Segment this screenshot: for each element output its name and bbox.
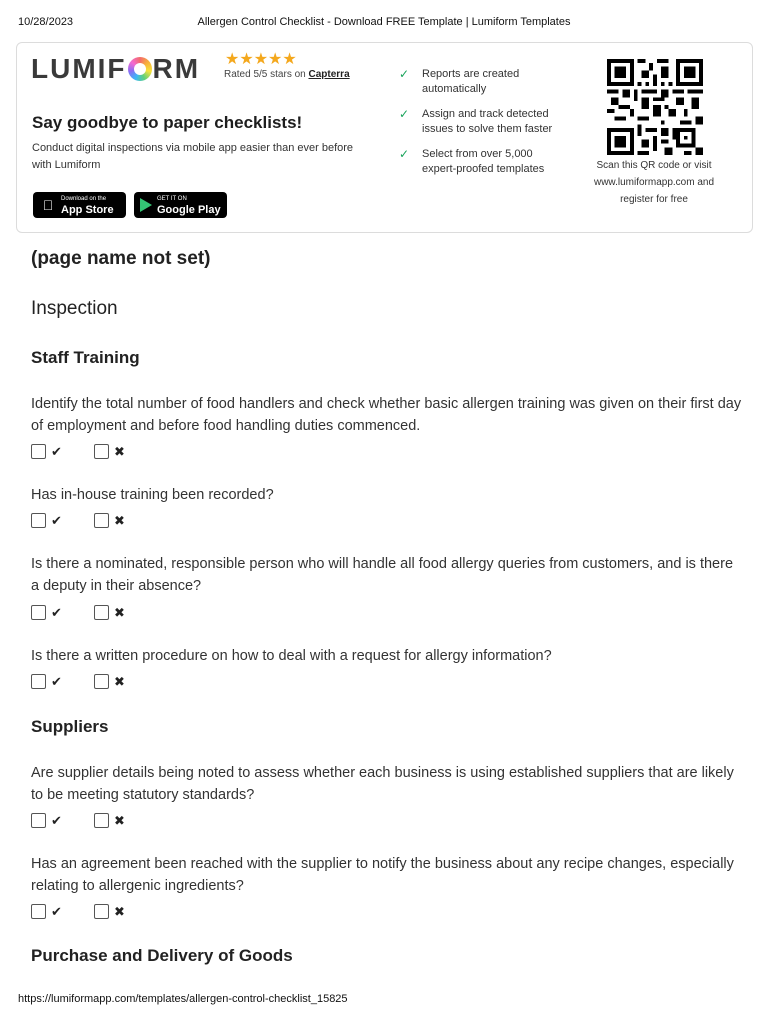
question-text: Is there a nominated, responsible person who will handle all food allergy queries from customers, and is there a deputy in their absence? [31,556,734,594]
google-play-button[interactable]: GET IT ON Google Play [134,192,227,218]
banner-subline: Conduct digital inspections via mobile app easier than ever before with Lumiform [32,142,354,171]
footer-url[interactable]: https://lumiformapp.com/templates/allergen-control-checklist_15825 [18,993,348,1005]
check-mark-icon: ✔ [51,813,62,828]
checkbox[interactable] [94,444,109,459]
lumiform-banner [16,42,753,233]
qr-caption: Scan this QR code or visit www.lumiformapp.com and register for free [593,160,715,205]
question-text: Is there a written procedure on how to deal with a request for allergy information? [31,648,552,664]
checkbox[interactable] [31,813,46,828]
checkbox[interactable] [94,674,109,689]
checkbox[interactable] [94,513,109,528]
banner-tagline: Say goodbye to paper checklists! [32,113,303,132]
capterra-link[interactable]: Capterra [308,69,350,80]
answer-yes[interactable] [31,674,62,689]
page-name: (page name not set) [31,248,211,269]
question-text: Identify the total number of food handlers and check whether basic allergen training was given on their first day of employment and before food handling duties commenced. [31,396,742,434]
check-mark-icon: ✔ [51,904,62,919]
section-title: Inspection [31,298,118,319]
feature-item: ✓ Assign and track detected issues to solve them faster [399,107,553,135]
group-title-staff-training: Staff Training [31,348,140,367]
checkbox[interactable] [94,904,109,919]
answer-yes[interactable] [31,605,62,620]
check-mark-icon: ✔ [51,444,62,459]
qr-code-icon[interactable] [605,59,705,155]
print-date: 10/28/2023 [18,16,74,28]
app-store-button[interactable]: Download on the App Store [33,192,126,218]
cross-mark-icon: ✖ [114,674,125,689]
answer-yes[interactable] [31,904,62,919]
answer-no[interactable] [94,813,125,828]
answer-no[interactable] [94,513,125,528]
feature-item: ✓ Select from over 5,000 expert-proofed templates [399,147,545,175]
check-mark-icon: ✔ [51,674,62,689]
question-text: Has an agreement been reached with the supplier to notify the business about any recipe changes, especially relating to allergenic ingredients? [31,856,734,894]
cross-mark-icon: ✖ [114,513,125,528]
checkbox[interactable] [31,674,46,689]
feature-item: ✓ Reports are created automatically [399,67,520,95]
print-header [0,16,768,30]
answer-yes[interactable] [31,513,62,528]
answer-no[interactable] [94,605,125,620]
check-icon: ✓ [399,147,410,161]
logo-ring-icon [128,57,152,81]
checkbox[interactable] [94,605,109,620]
lumiform-logo[interactable]: LUMIF RM [31,53,201,84]
rating-text: Rated 5/5 stars on Capterra [224,69,350,80]
check-mark-icon: ✔ [51,605,62,620]
cross-mark-icon: ✖ [114,605,125,620]
cross-mark-icon: ✖ [114,904,125,919]
checkbox[interactable] [31,904,46,919]
answer-no[interactable] [94,674,125,689]
answer-no[interactable] [94,904,125,919]
google-play-icon [140,198,152,212]
cross-mark-icon: ✖ [114,813,125,828]
checkbox[interactable] [31,513,46,528]
check-icon: ✓ [399,107,410,121]
checkbox[interactable] [94,813,109,828]
group-title-suppliers: Suppliers [31,717,109,736]
apple-icon [39,197,57,213]
question-text: Has in-house training been recorded? [31,487,274,503]
check-mark-icon: ✔ [51,513,62,528]
check-icon: ✓ [399,67,410,81]
answer-yes[interactable] [31,813,62,828]
group-title-purchase-delivery: Purchase and Delivery of Goods [31,946,293,965]
answer-no[interactable] [94,444,125,459]
cross-mark-icon: ✖ [114,444,125,459]
question-text: Are supplier details being noted to assess whether each business is using established suppliers that are likely to be meeting statutory standards? [31,765,734,803]
rating-stars-icon: ★★★★★ [225,51,297,68]
checkbox[interactable] [31,444,46,459]
feature-list [399,67,569,187]
checkbox[interactable] [31,605,46,620]
print-title: Allergen Control Checklist - Download FREE Template | Lumiform Templates [197,16,571,28]
answer-yes[interactable] [31,444,62,459]
